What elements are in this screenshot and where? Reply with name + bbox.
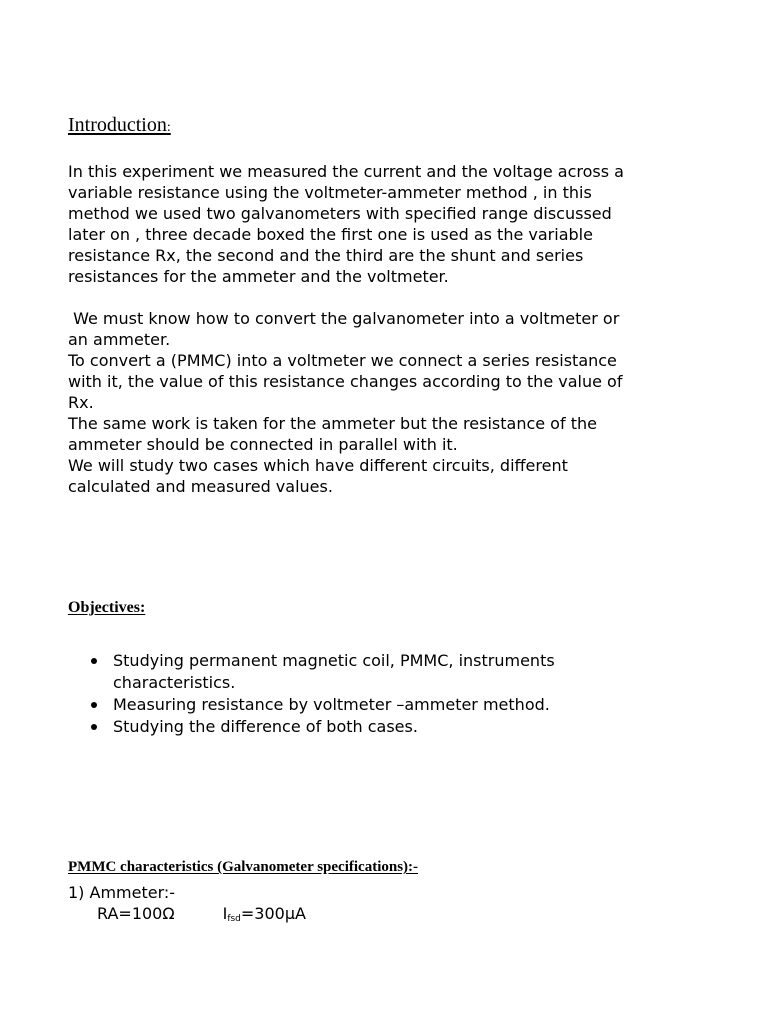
full-scale-current-value: =300µA xyxy=(240,904,306,923)
ammeter-resistance: RA=100Ω xyxy=(97,904,175,923)
introduction-heading-text: Introduction xyxy=(68,114,167,136)
full-scale-current-symbol: I xyxy=(222,904,228,923)
objective-item xyxy=(68,716,668,738)
ammeter-label: 1) Ammeter:- xyxy=(68,883,176,902)
full-scale-current-subscript: fsd xyxy=(227,914,241,924)
objectives-list xyxy=(68,650,668,738)
ammeter-specifications xyxy=(97,904,306,924)
objective-item xyxy=(68,650,668,694)
introduction-paragraph-1: In this experiment we measured the current and the voltage across a variable resistance using the voltmeter-ammeter method , in this method we used two galvanometers with specified range discussed later on , three decade boxed the first one is used as the variable resistance Rx, the second and the third are the shunt and series resistances for the ammeter and the voltmeter. xyxy=(68,162,624,286)
introduction-heading-colon: : xyxy=(166,120,171,135)
bullet-icon xyxy=(91,702,97,708)
objective-text: Studying the difference of both cases. xyxy=(113,717,418,736)
objective-item xyxy=(68,694,668,716)
pmmc-heading: PMMC characteristics (Galvanometer specifications):- xyxy=(68,859,419,875)
objectives-heading: Objectives: xyxy=(68,599,146,616)
objective-text: Measuring resistance by voltmeter –ammeter method. xyxy=(113,695,550,714)
introduction-paragraph-2: We must know how to convert the galvanometer into a voltmeter or an ammeter. To convert a (PMMC) into a voltmeter we connect a series resistance with it, the value of this resistance changes according to the value of Rx. The same work is taken for the ammeter but the resistance of the ammeter should be connected in parallel with it. We will study two cases which have different circuits, different calculated and measured values. xyxy=(68,309,623,496)
bullet-icon xyxy=(91,658,97,664)
introduction-heading xyxy=(68,114,171,137)
objective-text: Studying permanent magnetic coil, PMMC, instruments characteristics. xyxy=(113,651,555,692)
bullet-icon xyxy=(91,724,97,730)
